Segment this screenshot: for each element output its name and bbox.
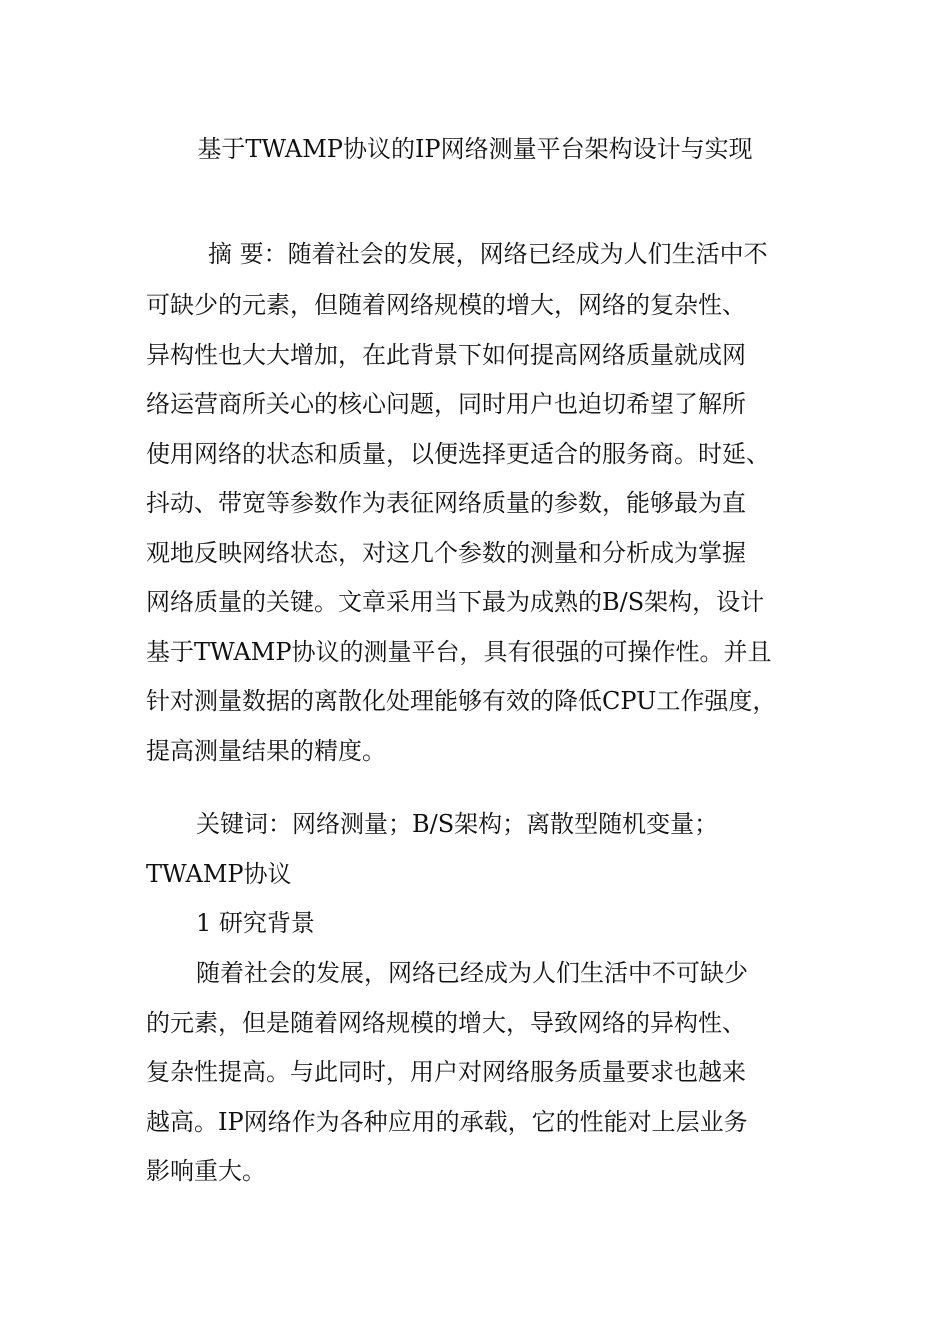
abstract-line: 网络质量的关键。文章采用当下最为成熟的B/S架构，设计 bbox=[146, 588, 765, 616]
abstract-line: 异构性也大大增加，在此背景下如何提高网络质量就成网 bbox=[146, 341, 746, 369]
abstract-line: 抖动、带宽等参数作为表征网络质量的参数，能够最为直 bbox=[146, 489, 746, 517]
section-heading: 1 研究背景 bbox=[196, 909, 315, 937]
body-line: 随着社会的发展，网络已经成为人们生活中不可缺少 bbox=[196, 959, 748, 987]
body-line: 越高。IP网络作为各种应用的承载，它的性能对上层业务 bbox=[146, 1108, 748, 1136]
abstract-line: 提高测量结果的精度。 bbox=[146, 737, 386, 765]
abstract-line: 使用网络的状态和质量，以便选择更适合的服务商。时延、 bbox=[146, 440, 770, 468]
keywords-line: TWAMP协议 bbox=[146, 860, 292, 888]
document-title: 基于TWAMP协议的IP网络测量平台架构设计与实现 bbox=[197, 135, 753, 163]
abstract-line: 观地反映网络状态，对这几个参数的测量和分析成为掌握 bbox=[146, 539, 746, 567]
abstract-line: 可缺少的元素，但随着网络规模的增大，网络的复杂性、 bbox=[146, 291, 746, 319]
abstract-line: 络运营商所关心的核心问题，同时用户也迫切希望了解所 bbox=[146, 390, 746, 418]
abstract-line: 针对测量数据的离散化处理能够有效的降低CPU工作强度， bbox=[146, 687, 777, 715]
keywords-line: 关键词：网络测量；B/S架构；离散型随机变量； bbox=[196, 810, 719, 838]
abstract-line: 基于TWAMP协议的测量平台，具有很强的可操作性。并且 bbox=[146, 638, 772, 666]
body-line: 复杂性提高。与此同时，用户对网络服务质量要求也越来 bbox=[146, 1058, 746, 1086]
body-line: 的元素，但是随着网络规模的增大，导致网络的异构性、 bbox=[146, 1009, 746, 1037]
body-line: 影响重大。 bbox=[146, 1157, 266, 1185]
abstract-line: 摘 要：随着社会的发展，网络已经成为人们生活中不 bbox=[208, 240, 768, 268]
